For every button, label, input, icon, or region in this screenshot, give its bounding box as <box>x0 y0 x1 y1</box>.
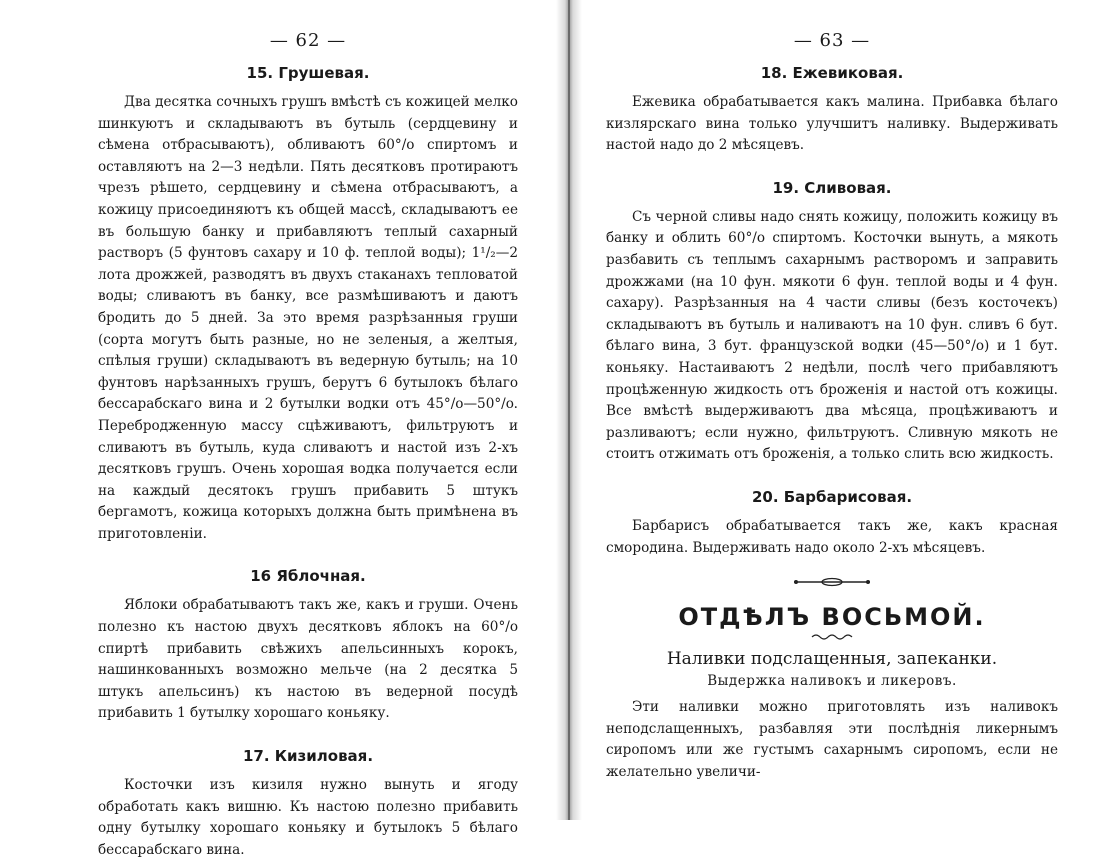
intro-text: Эти наливки можно приготовлять изъ наливокъ неподслащенныхъ, разбавляя эти послѣднія ликернымъ сиропомъ или же густымъ сахарнымъ сиропомъ, если не желательно увеличи- <box>606 699 1058 780</box>
section-title-18: 18. Ежевиковая. <box>760 64 904 82</box>
section-text-20: Барбарисъ обрабатывается такъ же, какъ красная смородина. Выдерживать надо около 2-хъ мѣсяцевъ. <box>606 517 1058 556</box>
section-title-17: 17. Кизиловая. <box>242 747 374 766</box>
section-title-20: 20. Барбарисовая. <box>751 487 913 506</box>
section-subsubtitle: Выдержка наливокъ и ликеровъ. <box>707 673 957 690</box>
section-title-19: 19. Сливовая. <box>772 178 892 197</box>
section-subtitle: Наливки подслащенныя, запеканки. <box>666 649 998 670</box>
section-text-16: Яблоки обрабатываютъ такъ же, какъ и груши. Очень полезно къ настою двухъ десятковъ яблокъ на 60°/o спиртѣ прибавить свѣжихъ апельсинныхъ корокъ, нашинкованныхъ возможно мельче (на 2 десятка 5 штукъ апельсинъ) къ настою въ ведерной посудѣ прибавить 1 бутылку хорошаго коньяку. <box>98 597 518 722</box>
department-title: ОТДѢЛЪ ВОСЬМОЙ. <box>678 603 986 632</box>
section-text-15: Два десятка сочныхъ грушъ вмѣстѣ съ кожицей мелко шинкуютъ и складываютъ въ бутыль (сердцевину и сѣмена отбрасываютъ), обливаютъ 60°/o спиртомъ и оставляютъ на 2—3 недѣли. Пять десятковъ протираютъ чрезъ рѣшето, сердцевину и сѣмена отбрасываютъ, а кожицу присоединяютъ къ общей массѣ, складываютъ ее въ большую банку и прибавляютъ теплый сахарный растворъ (5 фунтовъ сахару и 10 ф. теплой воды); 1¹/₂—2 лота дрожжей, разводятъ въ двухъ стаканахъ тепловатой воды; сливаютъ въ банку, все размѣшиваютъ и даютъ бродить до 5 дней. За это время разрѣзанныя груши (сорта могутъ быть разные, но не зеленыя, а желтыя, спѣлыя груши) складываютъ въ ведерную бутыль; на 10 фунтовъ нарѣзанныхъ грушъ, берутъ 6 бутылокъ бѣлаго бессарабскаго вина и 2 бутылки водки отъ 45°/o—50°/o. Перебродженную массу сцѣживаютъ, фильтруютъ и сливаютъ въ бутыль, куда сливаютъ и настой изъ 2-хъ десятковъ грушъ. Очень хорошая водка получается если на каждый десятокъ грушъ прибавить 5 штукъ бергамотъ, кожица которыхъ должна быть примѣнена въ приготовленіи. <box>98 94 518 542</box>
section-title-15: 15. Грушевая. <box>246 64 370 82</box>
page-number-left: — 62 — <box>269 30 347 51</box>
section-text-18: Ежевика обрабатывается какъ малина. Прибавка бѣлаго кизлярскаго вина только улучшитъ наливку. Выдерживать настой надо до 2 мѣсяцевъ. <box>606 94 1058 154</box>
wavy-rule-icon <box>606 633 1058 641</box>
section-text-17: Косточки изъ кизиля нужно вынуть и ягоду обработать какъ вишню. Къ настою полезно прибавить одну бутылку хорошаго коньяку и бутылокъ 5 бѣлаго бессарабскаго вина. <box>98 777 518 858</box>
right-page <box>582 0 1100 820</box>
section-text-19: Съ черной сливы надо снять кожицу, положить кожицу въ банку и облить 60°/o спиртомъ. Косточки вынуть, а мякоть разбавить съ теплымъ сахарнымъ растворомъ и заправить дрожжами (на 10 фун. мякоти 6 фун. теплой воды и 4 фун. сахару). Разрѣзанныя на 4 части сливы (безъ косточекъ) складываютъ въ бутыль и наливаютъ на 10 фун. сливъ 6 бут. бѣлаго вина, 3 бут. французской водки (45—50°/o) и 1 бут. коньяку. Настаиваютъ 2 недѣли, послѣ чего прибавляютъ процѣженную жидкость отъ броженія и настой отъ кожицы. Все вмѣстѣ выдерживаютъ два мѣсяца, процѣживаютъ и разливаютъ; если нужно, фильтруютъ. Сливную мякоть не стоитъ отжимать отъ броженія, а только слить всю жидкость. <box>606 208 1058 463</box>
page-number-right: — 63 — <box>793 30 871 51</box>
ornament-divider-icon <box>606 577 1058 587</box>
gutter-fold <box>568 0 570 820</box>
section-title-16: 16 Яблочная. <box>250 567 366 586</box>
